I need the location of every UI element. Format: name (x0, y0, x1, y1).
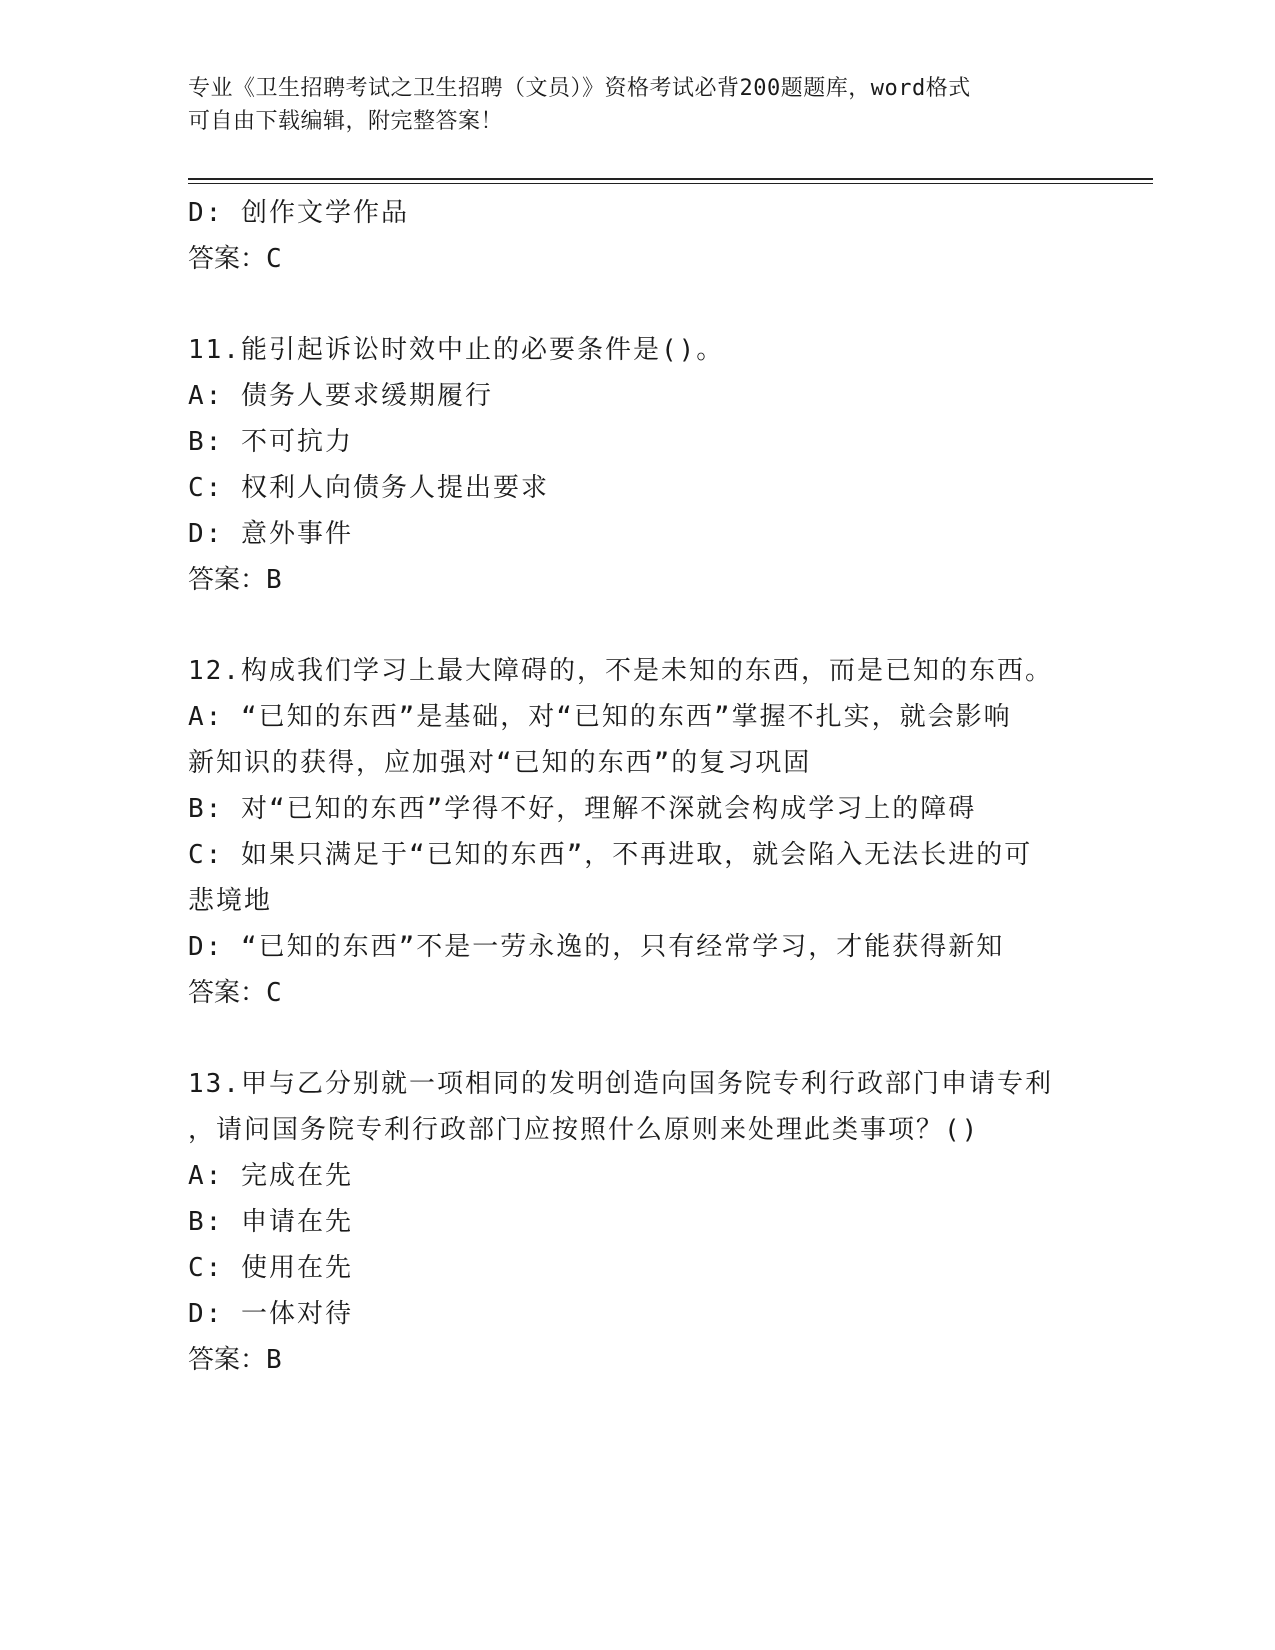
option-b: B: 不可抗力 (188, 427, 353, 457)
question-list (188, 190, 1088, 1383)
option-b: B: 对“已知的东西”学得不好，理解不深就会构成学习上的障碍 (188, 794, 977, 824)
answer-label: 答案： (188, 1345, 267, 1375)
option-a: A: “已知的东西”是基础，对“已知的东西”掌握不扎实，就会影响 (188, 702, 1012, 732)
question-13 (188, 1061, 1088, 1383)
option-d: D: 创作文学作品 (188, 198, 409, 228)
header-divider-thin (188, 183, 1153, 184)
answer-line (188, 970, 1088, 1016)
option-d: D: 意外事件 (188, 519, 353, 549)
option-a: A: 完成在先 (188, 1161, 353, 1191)
answer-label: 答案： (188, 565, 267, 595)
option-c: C: 使用在先 (188, 1253, 353, 1283)
answer-label: 答案： (188, 978, 267, 1008)
question-12 (188, 648, 1088, 1016)
option-c: C: 如果只满足于“已知的东西”，不再进取，就会陷入无法长进的可 (188, 840, 1033, 870)
header-line-1: 专业《卫生招聘考试之卫生招聘（文员）》资格考试必背200题题库，word格式 (188, 76, 971, 101)
question-11 (188, 327, 1088, 603)
question-text: 11.能引起诉讼时效中止的必要条件是()。 (188, 335, 725, 365)
question-10-tail (188, 190, 1088, 282)
answer-line (188, 236, 1088, 282)
spacer (188, 282, 1088, 327)
question-text-continued: ，请问国务院专利行政部门应按照什么原则来处理此类事项？() (188, 1115, 980, 1145)
answer-label: 答案： (188, 244, 267, 274)
option-d: D: “已知的东西”不是一劳永逸的，只有经常学习，才能获得新知 (188, 932, 1005, 962)
answer-line (188, 557, 1088, 603)
answer-line (188, 1337, 1088, 1383)
question-text: 13.甲与乙分别就一项相同的发明创造向国务院专利行政部门申请专利 (188, 1069, 1053, 1099)
header-line-2: 可自由下载编辑，附完整答案！ (188, 109, 504, 134)
answer-value: C (266, 244, 282, 274)
spacer (188, 603, 1088, 648)
answer-value: B (266, 1345, 282, 1375)
option-a: A: 债务人要求缓期履行 (188, 381, 493, 411)
question-text: 12.构成我们学习上最大障碍的，不是未知的东西，而是已知的东西。 (188, 656, 1053, 686)
option-a-continued: 新知识的获得，应加强对“已知的东西”的复习巩固 (188, 748, 812, 778)
spacer (188, 1016, 1088, 1061)
option-c: C: 权利人向债务人提出要求 (188, 473, 549, 503)
document-header (188, 72, 1068, 138)
header-divider-thick (188, 178, 1153, 180)
answer-value: C (266, 978, 282, 1008)
option-c-continued: 悲境地 (188, 886, 273, 916)
option-b: B: 申请在先 (188, 1207, 353, 1237)
answer-value: B (266, 565, 282, 595)
option-d: D: 一体对待 (188, 1299, 353, 1329)
